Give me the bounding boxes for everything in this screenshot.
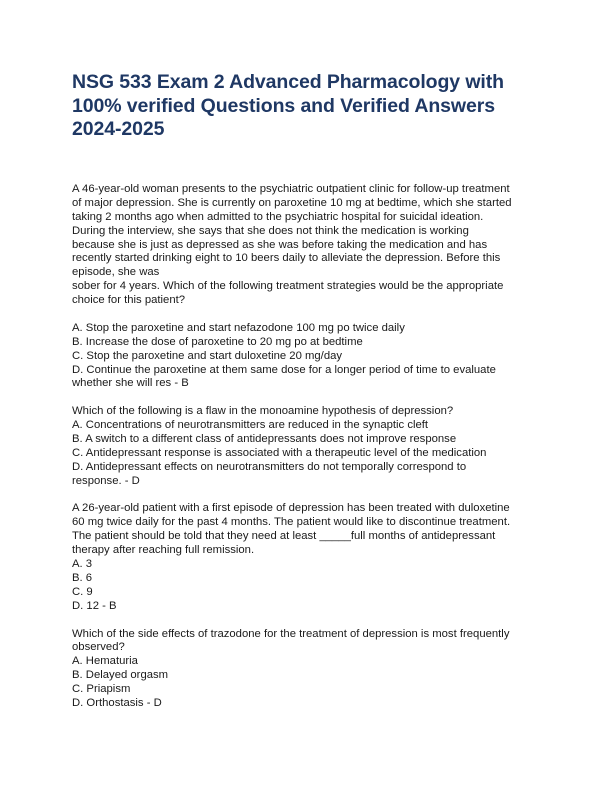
option-line: D. 12 - B — [72, 599, 117, 612]
spacer — [72, 391, 542, 405]
option-line: D. Antidepressant effects on neurotransmitters do not temporally correspond to — [72, 460, 467, 473]
spacer — [72, 308, 542, 322]
option-line: B. 6 — [72, 571, 93, 584]
question-stem — [72, 628, 542, 656]
stem-line: Which of the following is a flaw in the monoamine hypothesis of depression? — [72, 405, 454, 418]
stem-line: The patient should be told that they need at least _____full months of antidepressant — [72, 530, 496, 543]
answer-options — [72, 322, 542, 391]
title-line: 2024-2025 — [72, 118, 165, 140]
stem-line: During the interview, she says that she does not think the medication is working — [72, 224, 469, 237]
option-line: B. A switch to a different class of antidepressants does not improve response — [72, 433, 457, 446]
stem-line: taking 2 months ago when admitted to the psychiatric hospital for suicidal ideation. — [72, 210, 484, 223]
stem-line: A 46-year-old woman presents to the psychiatric outpatient clinic for follow-up treatment — [72, 183, 510, 195]
option-line: A. Stop the paroxetine and start nefazodone 100 mg po twice daily — [72, 321, 405, 334]
question-block — [72, 502, 542, 613]
question-list — [72, 183, 542, 711]
stem-line: because she is just as depressed as she was before taking the medication and has — [72, 238, 488, 251]
option-line: A. Concentrations of neurotransmitters are reduced in the synaptic cleft — [72, 419, 429, 432]
answer-options — [72, 655, 542, 711]
option-line: C. 9 — [72, 585, 93, 598]
stem-line: 60 mg twice daily for the past 4 months. The patient would like to discontinue treatment. — [72, 516, 511, 529]
question-block — [72, 183, 542, 391]
stem-line: therapy after reaching full remission. — [72, 544, 255, 557]
question-block — [72, 405, 542, 488]
option-line: B. Delayed orgasm — [72, 669, 169, 682]
title-line: 100% verified Questions and Verified Answers — [72, 94, 495, 117]
stem-line: Which of the side effects of trazodone for the treatment of depression is most frequently — [72, 627, 510, 640]
question-block — [72, 628, 542, 711]
stem-line: of major depression. She is currently on paroxetine 10 mg at bedtime, which she started — [72, 196, 512, 209]
option-line: response. - D — [72, 474, 140, 487]
option-line: C. Priapism — [72, 683, 131, 696]
stem-line: observed? — [72, 641, 125, 654]
stem-line: episode, she was — [72, 266, 160, 279]
title-line: NSG 533 Exam 2 Advanced Pharmacology with — [72, 71, 504, 93]
option-line: D. Orthostasis - D — [72, 696, 162, 709]
stem-line: choice for this patient? — [72, 294, 186, 307]
stem-line: sober for 4 years. Which of the following treatment strategies would be the appropriate — [72, 280, 504, 293]
answer-options — [72, 419, 542, 488]
option-line: B. Increase the dose of paroxetine to 20 mg po at bedtime — [72, 335, 363, 348]
question-stem — [72, 183, 542, 308]
option-line: D. Continue the paroxetine at them same dose for a longer period of time to evaluate — [72, 363, 496, 376]
question-stem — [72, 502, 542, 558]
stem-line: recently started drinking eight to 10 beers daily to alleviate the depression. Before this — [72, 252, 501, 265]
option-line: C. Antidepressant response is associated with a therapeutic level of the medication — [72, 446, 487, 459]
spacer — [72, 614, 542, 628]
question-stem — [72, 405, 542, 419]
option-line: whether she will res - B — [72, 377, 189, 390]
spacer — [72, 489, 542, 503]
answer-options — [72, 558, 542, 614]
stem-line: A 26-year-old patient with a first episode of depression has been treated with duloxetine — [72, 502, 510, 515]
option-line: A. Hematuria — [72, 655, 138, 668]
option-line: A. 3 — [72, 558, 93, 571]
document-title — [72, 71, 552, 142]
option-line: C. Stop the paroxetine and start duloxetine 20 mg/day — [72, 349, 343, 362]
